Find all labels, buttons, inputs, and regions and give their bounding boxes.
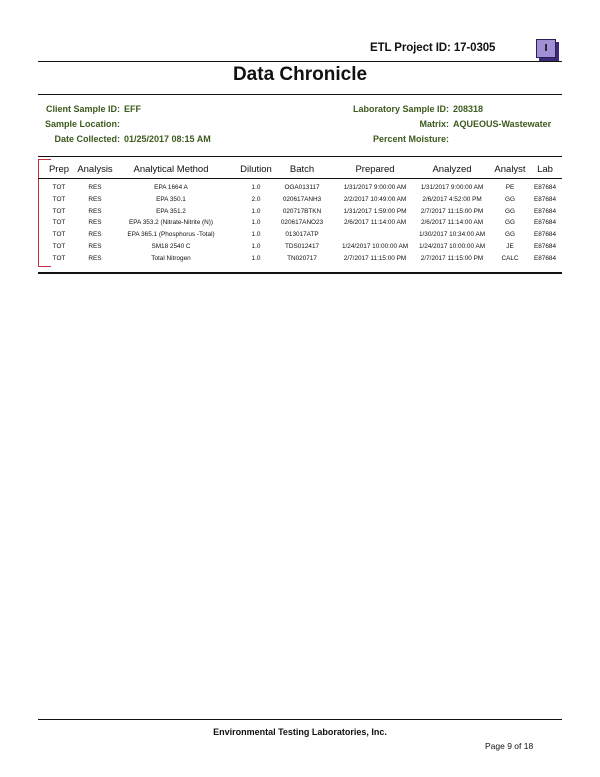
cell-analyzed: 1/24/2017 10:00:00 AM (418, 243, 486, 250)
cell-prep: TOT (52, 243, 66, 250)
column-header-dilution: Dilution (240, 164, 272, 175)
column-header-lab: Lab (537, 164, 553, 175)
table-row (0, 196, 600, 208)
cell-lab: E87684 (533, 184, 557, 191)
title-divider (38, 94, 562, 95)
cell-analyzed: 2/6/2017 4:52:00 PM (422, 195, 482, 203)
project-id-label: ETL Project ID: (370, 42, 451, 54)
cell-analysis: RES (88, 219, 102, 227)
cell-analyst: PE (505, 184, 515, 191)
cell-analyst: GG (505, 195, 515, 203)
header-divider (38, 61, 562, 62)
matrix-label: Matrix: (419, 119, 449, 129)
cell-analysis: RES (88, 207, 102, 215)
cell-lab: E87684 (533, 254, 557, 262)
cell-analyst: GG (505, 207, 515, 215)
table-row (0, 231, 600, 243)
percent-moisture-label: Percent Moisture: (372, 134, 449, 144)
cell-prepared: 1/24/2017 10:00:00 AM (341, 243, 409, 250)
table-top-rule (38, 156, 562, 157)
page-title: Data Chronicle (232, 64, 368, 85)
client-sample-id-label: Client Sample ID: (45, 104, 120, 114)
cell-analytical-method: EPA 351.2 (156, 207, 186, 215)
cell-analyzed: 2/7/2017 11:15:00 PM (420, 254, 484, 262)
cell-dilution: 1.0 (251, 219, 261, 227)
cell-analyzed: 2/7/2017 11:15:00 PM (420, 207, 484, 215)
cell-analyzed: 2/6/2017 11:14:00 AM (420, 219, 484, 227)
cell-analytical-method: EPA 1664 A (154, 184, 188, 191)
cell-prepared: 2/6/2017 11:14:00 AM (343, 219, 407, 227)
cell-dilution: 1.0 (251, 254, 261, 262)
cell-prep: TOT (52, 207, 66, 215)
column-header-analyzed: Analyzed (432, 164, 472, 175)
cell-analytical-method: EPA 350.1 (156, 195, 186, 203)
column-header-analysis: Analysis (77, 164, 113, 175)
cell-lab: E87684 (533, 243, 557, 250)
sample-location-label: Sample Location: (44, 119, 120, 129)
cell-prep: TOT (52, 254, 66, 262)
cell-analysis: RES (88, 195, 102, 203)
cell-batch: 013017ATP (285, 231, 319, 239)
footer-divider (38, 719, 562, 720)
cell-batch: TN020717 (287, 254, 317, 262)
cell-analytical-method: EPA 365.1 (Phosphorus -Total) (127, 231, 215, 239)
page-number: Page 9 of 18 (485, 741, 534, 751)
cell-lab: E87684 (533, 219, 557, 227)
cell-analysis: RES (88, 254, 102, 262)
cell-analytical-method: Total Nitrogen (151, 254, 191, 262)
table-row (0, 184, 600, 196)
table-row (0, 219, 600, 231)
date-collected-value: 01/25/2017 08:15 AM (124, 134, 211, 144)
cell-lab: E87684 (533, 231, 557, 239)
cell-analyst: GG (505, 219, 515, 227)
cell-batch: 020617ANO23 (280, 219, 324, 227)
table-row (0, 243, 600, 255)
column-header-batch: Batch (289, 164, 315, 175)
cell-dilution: 1.0 (251, 207, 261, 215)
cell-analyst: JE (506, 243, 514, 250)
cell-prepared: 2/2/2017 10:49:00 AM (343, 195, 407, 203)
cell-prep: TOT (52, 219, 66, 227)
matrix-value: AQUEOUS-Wastewater (453, 119, 552, 129)
lab-sample-id-label: Laboratory Sample ID: (352, 104, 449, 114)
cell-analysis: RES (88, 231, 102, 239)
cell-batch: TDS012417 (284, 243, 320, 250)
cell-batch: OGA013117 (284, 184, 320, 191)
cell-dilution: 1.0 (251, 231, 261, 239)
cell-analyzed: 1/30/2017 10:34:00 AM (418, 231, 486, 239)
cell-batch: 020717BTKN (282, 207, 322, 215)
table-row (0, 208, 600, 220)
column-header-analytical-method: Analytical Method (133, 164, 209, 175)
cell-prepared: 1/31/2017 1:59:00 PM (343, 207, 407, 215)
cell-analysis: RES (88, 184, 102, 191)
cell-lab: E87684 (533, 195, 557, 203)
project-id-line (370, 42, 495, 54)
cell-prep: TOT (52, 231, 66, 239)
table-row (0, 255, 600, 267)
cell-batch: 020617ANH3 (282, 195, 322, 203)
cell-dilution: 2.0 (251, 195, 261, 203)
date-collected-label: Date Collected: (54, 134, 120, 144)
company-name: Environmental Testing Laboratories, Inc. (213, 727, 387, 737)
column-header-prep: Prep (48, 164, 70, 175)
cell-analyst: GG (505, 231, 515, 239)
cell-dilution: 1.0 (251, 184, 261, 191)
column-header-analyst: Analyst (494, 164, 526, 175)
cell-prep: TOT (52, 184, 66, 191)
project-id-value: 17-0305 (453, 42, 496, 54)
cell-lab: E87684 (533, 207, 557, 215)
section-tab[interactable]: I (536, 39, 556, 58)
table-header-rule (38, 178, 562, 179)
cell-prepared: 2/7/2017 11:15:00 PM (343, 254, 407, 262)
cell-prep: TOT (52, 195, 66, 203)
table-bottom-rule (38, 272, 562, 274)
cell-analytical-method: SM18 2540 C (151, 243, 191, 250)
column-header-prepared: Prepared (355, 164, 395, 175)
cell-analysis: RES (88, 243, 102, 250)
cell-analytical-method: EPA 353.2 (Nitrate-Nitrite (N)) (128, 219, 214, 227)
lab-sample-id-value: 208318 (453, 104, 484, 114)
cell-analyst: CALC (501, 254, 519, 262)
cell-dilution: 1.0 (251, 243, 261, 250)
cell-analyzed: 1/31/2017 9:00:00 AM (420, 184, 484, 191)
cell-prepared: 1/31/2017 9:00:00 AM (343, 184, 407, 191)
client-sample-id-value: EFF (124, 104, 141, 114)
